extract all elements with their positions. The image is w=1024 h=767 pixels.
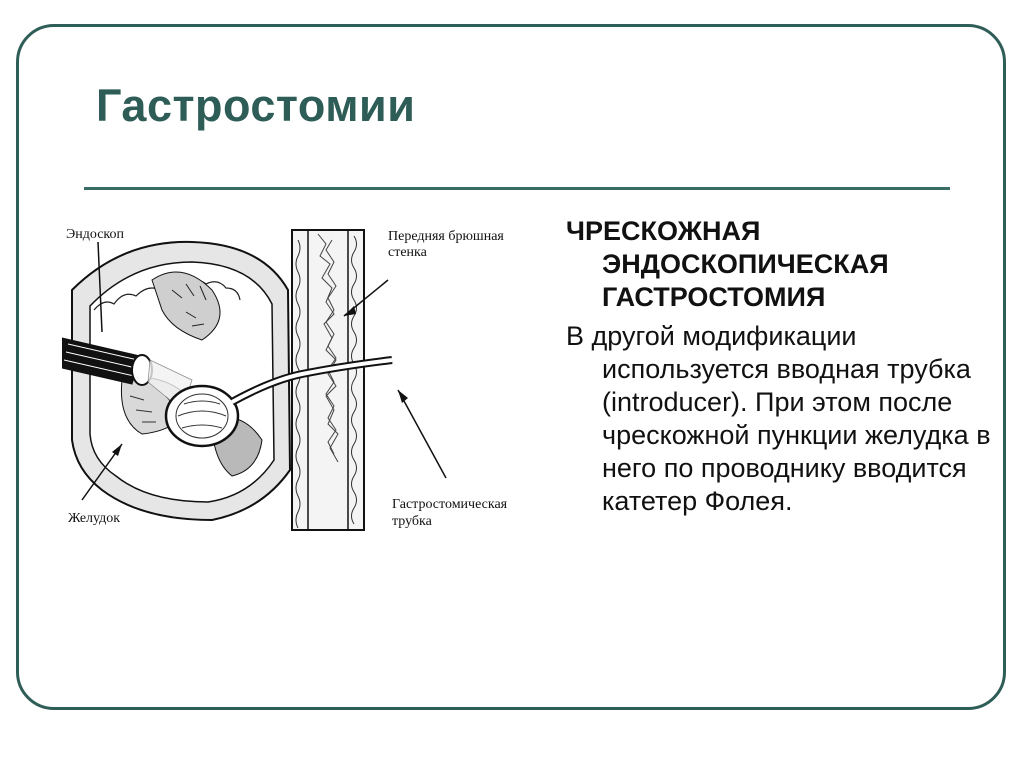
label-stomach: Желудок xyxy=(68,511,121,526)
abdominal-wall xyxy=(292,230,364,530)
label-gastrostomy-tube-line1: Гастростомическая xyxy=(392,497,508,512)
label-abdominal-wall-line2: стенка xyxy=(388,245,427,260)
gastrostomy-illustration xyxy=(62,220,532,540)
content-text xyxy=(566,215,996,518)
label-gastrostomy-tube-line2: трубка xyxy=(392,514,432,529)
section-heading: ЧРЕСКОЖНАЯ ЭНДОСКОПИЧЕСКАЯ ГАСТРОСТОМИЯ xyxy=(566,216,889,312)
slide-title: Гастростомии xyxy=(96,80,416,131)
label-abdominal-wall-line1: Передняя брюшная xyxy=(388,229,504,244)
internal-bumper xyxy=(166,386,238,446)
title-divider xyxy=(84,187,950,190)
anatomy-drawing xyxy=(62,220,532,540)
label-endoscope: Эндоскоп xyxy=(66,227,125,242)
body-paragraph: В другой модификации используется вводная трубка (introducer). При этом после чрескожной пункции желудка в него по проводнику вводится катетер Фолея. xyxy=(566,321,991,516)
